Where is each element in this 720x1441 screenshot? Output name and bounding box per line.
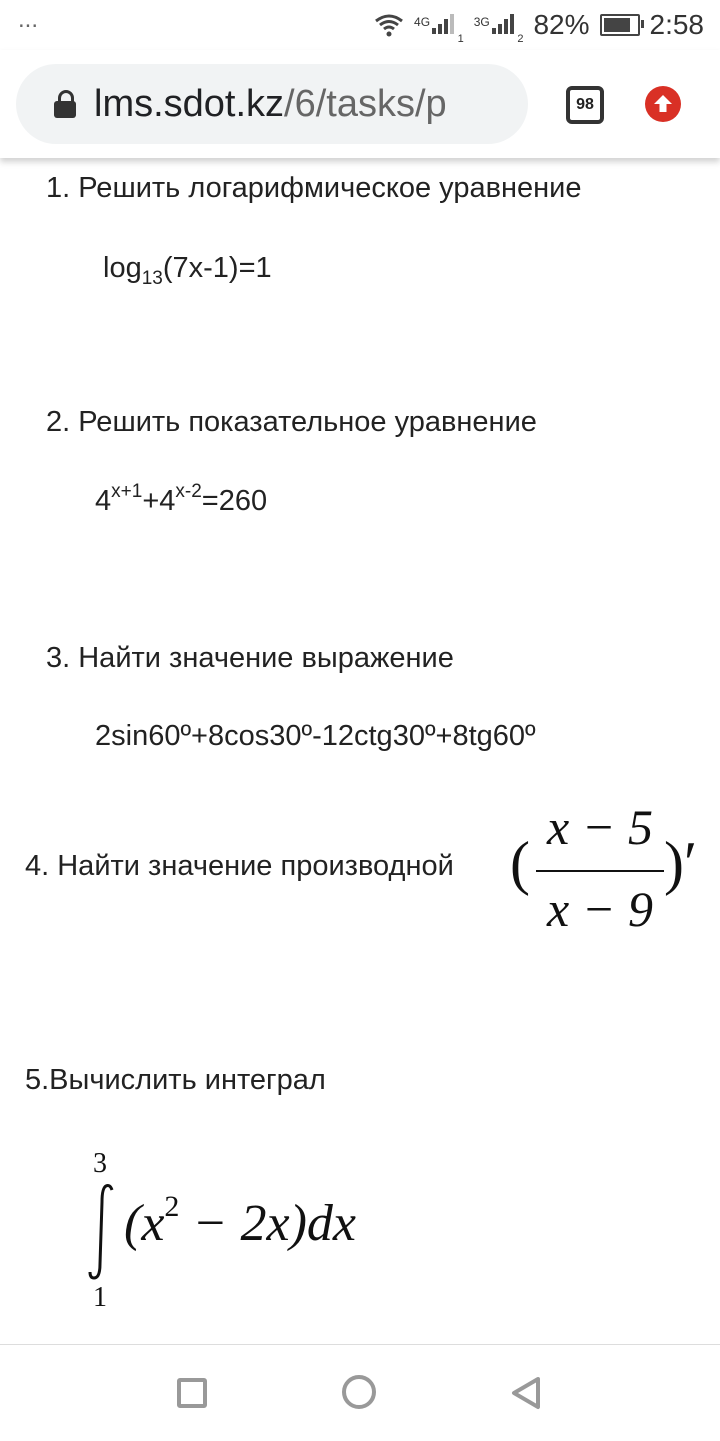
integrand-rest: − 2x)dx xyxy=(179,1195,356,1252)
task-1-equation xyxy=(103,252,272,289)
arrow-up-icon xyxy=(652,93,674,115)
task-document xyxy=(0,158,720,1344)
task-3-expression: 2sin60º+8cos30º-12ctg30º+8tg60º xyxy=(95,720,536,752)
task-3-title: 3. Найти значение выражение xyxy=(46,642,454,674)
task-2-title: 2. Решить показательное уравнение xyxy=(46,406,537,438)
lower-limit: 1 xyxy=(93,1282,107,1313)
task-4-title: 4. Найти значение производной xyxy=(25,850,454,882)
fraction-numerator: x − 5 xyxy=(547,799,653,855)
exponent-1: x+1 xyxy=(111,481,143,502)
upload-button[interactable] xyxy=(645,86,681,122)
task-1-title: 1. Решить логарифмическое уравнение xyxy=(46,172,582,204)
url-domain: lms.sdot.kz xyxy=(94,82,285,125)
signal-icon xyxy=(492,12,514,34)
sim-label-1: 1 xyxy=(457,33,464,45)
upper-limit: 3 xyxy=(93,1148,107,1179)
log-argument: (7x-1)=1 xyxy=(162,252,272,284)
url-path: /6/tasks/p xyxy=(284,82,447,125)
sim-label-2: 2 xyxy=(517,33,524,45)
battery-percent: 82% xyxy=(533,9,590,40)
log-label: log xyxy=(103,252,142,284)
back-button[interactable] xyxy=(508,1375,544,1411)
signal-icon xyxy=(432,12,454,34)
fraction-line xyxy=(536,870,664,872)
battery-icon xyxy=(600,14,640,36)
notification-dots: ... xyxy=(18,6,39,33)
close-paren-prime: )′ xyxy=(664,830,698,896)
status-bar xyxy=(0,0,720,50)
task-2-equation xyxy=(95,481,268,518)
url-text[interactable] xyxy=(94,83,447,126)
equals-value: =260 xyxy=(201,485,268,517)
network-type-2: 3G xyxy=(473,15,490,29)
integrand xyxy=(124,1190,356,1253)
lock-icon xyxy=(54,90,76,118)
exponent-2: x-2 xyxy=(175,481,202,502)
log-base: 13 xyxy=(141,268,163,289)
browser-toolbar xyxy=(0,50,720,158)
base-1: 4 xyxy=(95,485,112,517)
home-button[interactable] xyxy=(342,1375,376,1409)
integral-sign-icon xyxy=(86,1182,118,1282)
address-bar[interactable] xyxy=(16,64,528,144)
integrand-open: (x xyxy=(124,1195,165,1252)
integrand-power: 2 xyxy=(164,1190,180,1223)
system-nav-bar xyxy=(0,1344,720,1441)
network-type-1: 4G xyxy=(414,15,431,29)
clock: 2:58 xyxy=(649,9,704,40)
fraction-denominator: x − 9 xyxy=(547,881,653,937)
wifi-icon xyxy=(374,13,404,37)
recents-button[interactable] xyxy=(177,1378,207,1408)
tab-switcher-button[interactable]: 98 xyxy=(566,86,604,124)
task-5-title: 5.Вычислить интеграл xyxy=(25,1064,326,1096)
status-icons xyxy=(374,8,704,45)
plus-term: +4 xyxy=(142,485,176,517)
open-paren: ( xyxy=(510,830,530,896)
